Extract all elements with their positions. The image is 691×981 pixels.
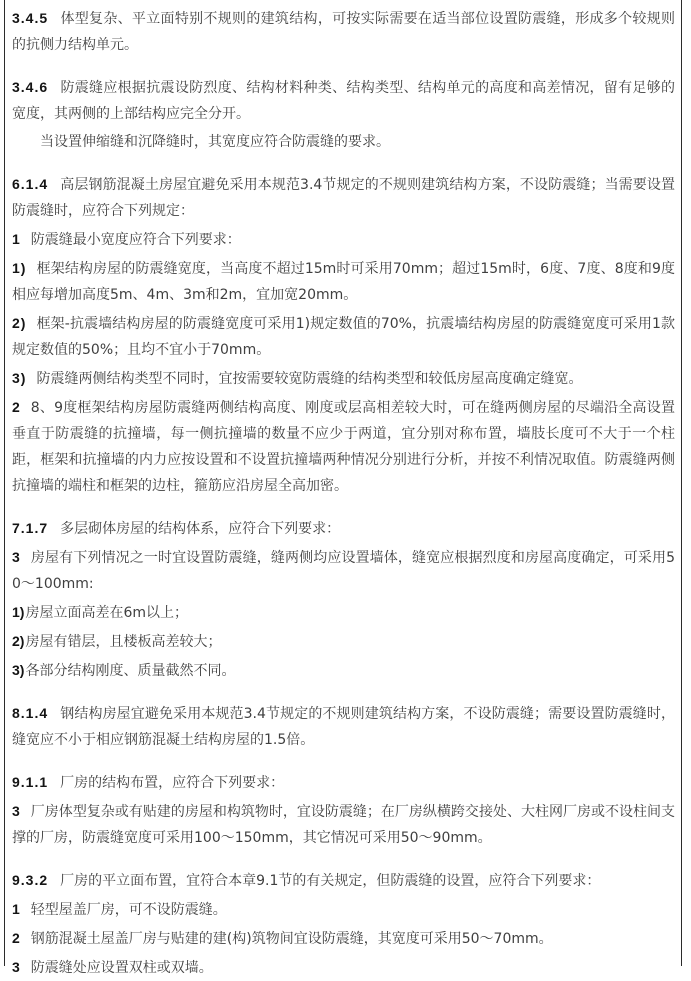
clause-text: 房屋有下列情况之一时宜设置防震缝，缝两侧均应设置墙体，缝宽应根据烈度和房屋高度确定，可采用50～100mm: bbox=[12, 550, 675, 592]
clause-number: 2) bbox=[12, 633, 25, 649]
clause-text: 当设置伸缩缝和沉降缝时，其宽度应符合防震缝的要求。 bbox=[40, 134, 390, 150]
clause-number: 1 bbox=[12, 901, 21, 917]
section-paragraph bbox=[12, 515, 675, 542]
clause-text: 钢筋混凝土屋盖厂房与贴建的建(构)筑物间宜设防震缝，其宽度可采用50～70mm。 bbox=[30, 931, 553, 947]
clause-number: 2 bbox=[12, 399, 21, 415]
clause-number: 6.1.4 bbox=[12, 176, 49, 192]
clause-text: 钢结构房屋宜避免采用本规范3.4节规定的不规则建筑结构方案，不设防震缝；需要设置防震缝时，缝宽应不小于相应钢筋混凝土结构房屋的1.5倍。 bbox=[12, 706, 675, 748]
document-body bbox=[5, 0, 681, 981]
section-paragraph bbox=[12, 700, 675, 753]
clause-number: 9.3.2 bbox=[12, 872, 49, 888]
clause-number: 3.4.6 bbox=[12, 79, 49, 95]
paragraph bbox=[12, 310, 675, 363]
clause-number: 1 bbox=[12, 231, 21, 247]
clause-number: 7.1.7 bbox=[12, 520, 49, 536]
clause-text: 防震缝最小宽度应符合下列要求： bbox=[30, 232, 241, 248]
paragraph bbox=[12, 954, 675, 981]
clause-number: 2 bbox=[12, 930, 21, 946]
paragraph bbox=[12, 896, 675, 923]
clause-number: 3 bbox=[12, 549, 21, 565]
clause-number: 1) bbox=[12, 604, 25, 620]
clause-text: 防震缝应根据抗震设防烈度、结构材料种类、结构类型、结构单元的高度和高差情况，留有足够的宽度，其两侧的上部结构应完全分开。 bbox=[12, 80, 675, 122]
paragraph bbox=[12, 255, 675, 308]
clause-number: 8.1.4 bbox=[12, 705, 49, 721]
clause-text: 厂房的平立面布置，宜符合本章9.1节的有关规定，但防震缝的设置，应符合下列要求： bbox=[60, 873, 601, 889]
paragraph bbox=[12, 365, 675, 392]
paragraph bbox=[12, 544, 675, 597]
paragraph bbox=[12, 628, 675, 655]
clause-text: 框架结构房屋的防震缝宽度，当高度不超过15m时可采用70mm；超过15m时，6度、7度、8度和9度相应每增加高度5m、4m、3m和2m，宜加宽20mm。 bbox=[12, 261, 675, 303]
clause-text: 高层钢筋混凝土房屋宜避免采用本规范3.4节规定的不规则建筑结构方案，不设防震缝；当需要设置防震缝时，应符合下列规定： bbox=[12, 177, 675, 219]
paragraph bbox=[12, 798, 675, 851]
paragraph bbox=[12, 394, 675, 499]
section-paragraph bbox=[12, 5, 675, 58]
clause-number: 2) bbox=[12, 315, 27, 331]
paragraph bbox=[12, 129, 675, 155]
section-paragraph bbox=[12, 74, 675, 127]
clause-text: 防震缝两侧结构类型不同时，宜按需要较宽防震缝的结构类型和较低房屋高度确定缝宽。 bbox=[36, 371, 583, 387]
clause-number: 1) bbox=[12, 260, 27, 276]
clause-text: 厂房体型复杂或有贴建的房屋和构筑物时，宜设防震缝；在厂房纵横跨交接处、大柱网厂房或不设柱间支撑的厂房，防震缝宽度可采用100～150mm，其它情况可采用50～90mm。 bbox=[12, 804, 675, 846]
clause-number: 3 bbox=[12, 803, 21, 819]
clause-number: 3) bbox=[12, 370, 27, 386]
paragraph bbox=[12, 925, 675, 952]
section-paragraph bbox=[12, 867, 675, 894]
clause-text: 轻型屋盖厂房，可不设防震缝。 bbox=[30, 902, 227, 918]
clause-number: 3.4.5 bbox=[12, 10, 49, 26]
clause-text: 体型复杂、平立面特别不规则的建筑结构，可按实际需要在适当部位设置防震缝，形成多个较规则的抗侧力结构单元。 bbox=[12, 11, 675, 53]
clause-text: 房屋立面高差在6m以上； bbox=[25, 605, 188, 621]
clause-number: 3 bbox=[12, 959, 21, 975]
clause-text: 各部分结构刚度、质量截然不同。 bbox=[25, 663, 236, 679]
clause-number: 9.1.1 bbox=[12, 774, 49, 790]
clause-text: 8、9度框架结构房屋防震缝两侧结构高度、刚度或层高相差较大时，可在缝两侧房屋的尽端沿全高设置垂直于防震缝的抗撞墙，每一侧抗撞墙的数量不应少于两道，宜分别对称布置，墙肢长度可不大于一个柱距，框架和抗撞墙的内力应按设置和不设置抗撞墙两种情况分别进行分析，并按不利情况取值。防震缝两侧抗撞墙的端柱和框架的边柱，箍筋应沿房屋全高加密。 bbox=[12, 400, 675, 494]
document-page bbox=[4, 0, 682, 976]
section-paragraph bbox=[12, 171, 675, 224]
clause-text: 厂房的结构布置，应符合下列要求： bbox=[60, 775, 285, 791]
clause-text: 多层砌体房屋的结构体系，应符合下列要求： bbox=[60, 521, 341, 537]
clause-text: 房屋有错层，且楼板高差较大； bbox=[25, 634, 222, 650]
clause-text: 框架-抗震墙结构房屋的防震缝宽度可采用1)规定数值的70%，抗震墙结构房屋的防震缝宽度可采用1款规定数值的50%；且均不宜小于70mm。 bbox=[12, 316, 675, 358]
clause-number: 3) bbox=[12, 662, 25, 678]
paragraph bbox=[12, 599, 675, 626]
paragraph bbox=[12, 226, 675, 253]
paragraph bbox=[12, 657, 675, 684]
clause-text: 防震缝处应设置双柱或双墙。 bbox=[30, 960, 213, 976]
section-paragraph bbox=[12, 769, 675, 796]
